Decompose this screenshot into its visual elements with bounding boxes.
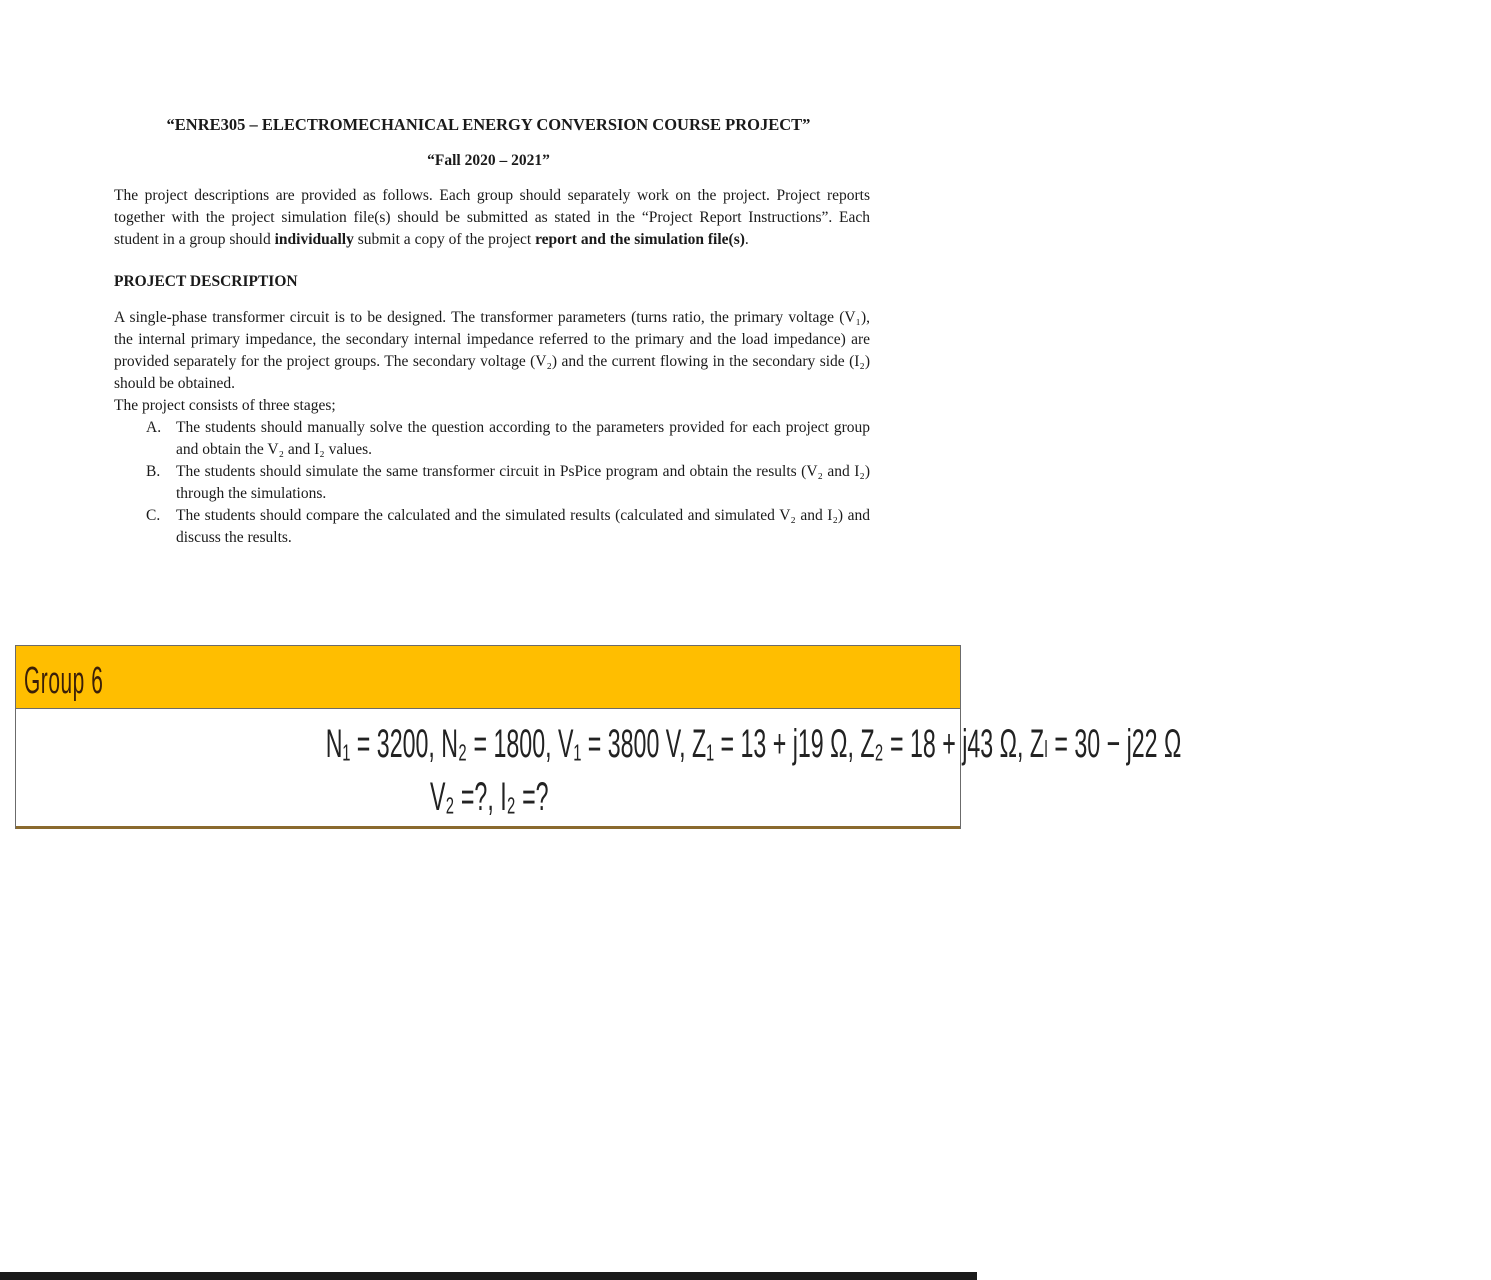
list-item [114,505,870,549]
list-item [114,417,870,461]
intro-paragraph [114,185,870,251]
stages-list [114,417,870,549]
table-bottom-border [16,826,960,829]
parameters-formula-text: N₁ = 3200, N₂ = 1800, V₁ = 3800 V, Z₁ = 13 + j19 Ω, Z₂ = 18 + j43 Ω, Zₗ = 30 − j22 Ω [325,722,1182,766]
list-item [114,461,870,505]
group-header [16,646,960,709]
intro-bold-report: report and the simulation file(s) [535,231,745,248]
list-item-text: The students should simulate the same transformer circuit in PsPice program and obtain the results (V₂ and I₂) through the simulations. [176,463,870,502]
list-item-text: The students should manually solve the question according to the parameters provided for each project group and obtain the V₂ and I₂ values. [176,419,870,458]
list-marker: A. [146,419,162,436]
document-body [114,185,870,549]
document-title: “ENRE305 – ELECTROMECHANICAL ENERGY CONVERSION COURSE PROJECT” [166,115,811,134]
stages-intro: The project consists of three stages; [114,397,336,414]
list-marker: B. [146,463,161,480]
list-item-text: The students should compare the calculated and the simulated results (calculated and simulated V₂ and I₂) and discuss the results. [176,507,870,546]
document-subtitle: “Fall 2020 – 2021” [427,152,550,169]
intro-bold-individually: individually [274,231,354,248]
intro-text-2: submit a copy of the project [353,231,536,248]
unknowns-formula [16,775,962,820]
unknowns-formula-text: V₂ =?, I₂ =? [429,775,549,819]
group-parameters-table [15,645,1182,829]
intro-text-1: The project descriptions are provided as follows. Each group should separately work on the project. Project reports together with the project simulation file(s) should be submitted as stated in the “Project Report Instructions”. Each student in a group should [114,187,870,248]
list-marker: C. [146,507,161,524]
group-body [16,709,1182,829]
parameters-formula [16,721,1182,767]
section-heading: PROJECT DESCRIPTION [114,273,298,290]
group-label: Group 6 [24,660,104,702]
screen-bottom-bar [0,1272,977,1280]
intro-text-3: . [744,231,749,248]
project-description: A single-phase transformer circuit is to be designed. The transformer parameters (turns ratio, the primary voltage (V₁), the internal primary impedance, the secondary internal impedance referred to the primary and the load impedance) are provided separately for the project groups. The secondary voltage (V₂) and the current flowing in the secondary side (I₂) should be obtained. [114,309,870,392]
